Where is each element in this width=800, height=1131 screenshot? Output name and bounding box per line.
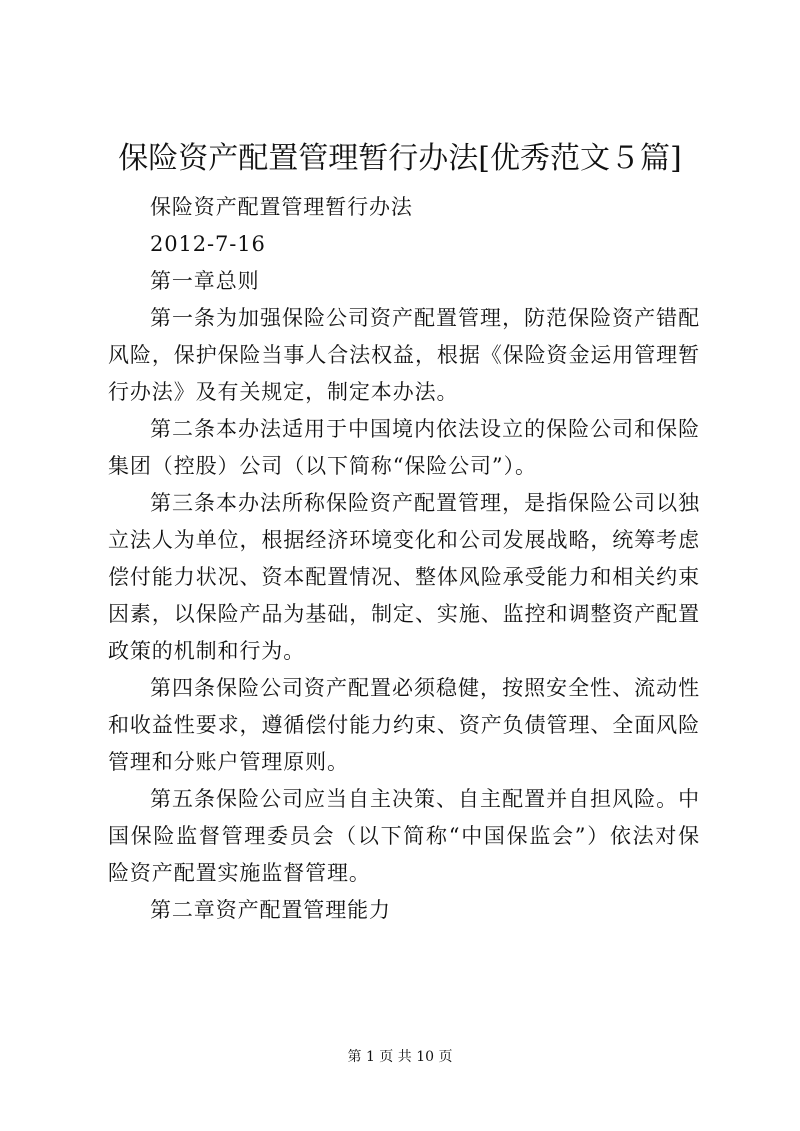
paragraph-subtitle: 保险资产配置管理暂行办法 bbox=[150, 195, 413, 219]
paragraph-chapter-2-heading: 第二章资产配置管理能力 bbox=[150, 898, 391, 922]
document-body bbox=[108, 189, 700, 929]
paragraph-article-2: 第二条本办法适用于中国境内依法设立的保险公司和保险集团（控股）公司（以下简称“保险公司”）。 bbox=[108, 417, 700, 478]
paragraph-article-4: 第四条保险公司资产配置必须稳健，按照安全性、流动性和收益性要求，遵循偿付能力约束、资产负债管理、全面风险管理和分账户管理原则。 bbox=[108, 676, 700, 774]
paragraph-date: 2012-7-16 bbox=[150, 232, 266, 256]
paragraph-article-3: 第三条本办法所称保险资产配置管理，是指保险公司以独立法人为单位，根据经济环境变化和公司发展战略，统筹考虑偿付能力状况、资本配置情况、整体风险承受能力和相关约束因素，以保险产品为基础，制定、实施、监控和调整资产配置政策的机制和行为。 bbox=[108, 491, 700, 663]
paragraph-chapter-1-heading: 第一章总则 bbox=[150, 269, 260, 293]
document-title: 保险资产配置管理暂行办法[优秀范文５篇] bbox=[118, 141, 682, 176]
page-number-footer: 第 1 页 共 10 页 bbox=[347, 1049, 453, 1065]
paragraph-article-5: 第五条保险公司应当自主决策、自主配置并自担风险。中国保险监督管理委员会（以下简称“中国保监会”）依法对保险资产配置实施监督管理。 bbox=[108, 787, 700, 885]
paragraph-article-1: 第一条为加强保险公司资产配置管理，防范保险资产错配风险，保护保险当事人合法权益，根据《保险资金运用管理暂行办法》及有关规定，制定本办法。 bbox=[108, 306, 700, 404]
